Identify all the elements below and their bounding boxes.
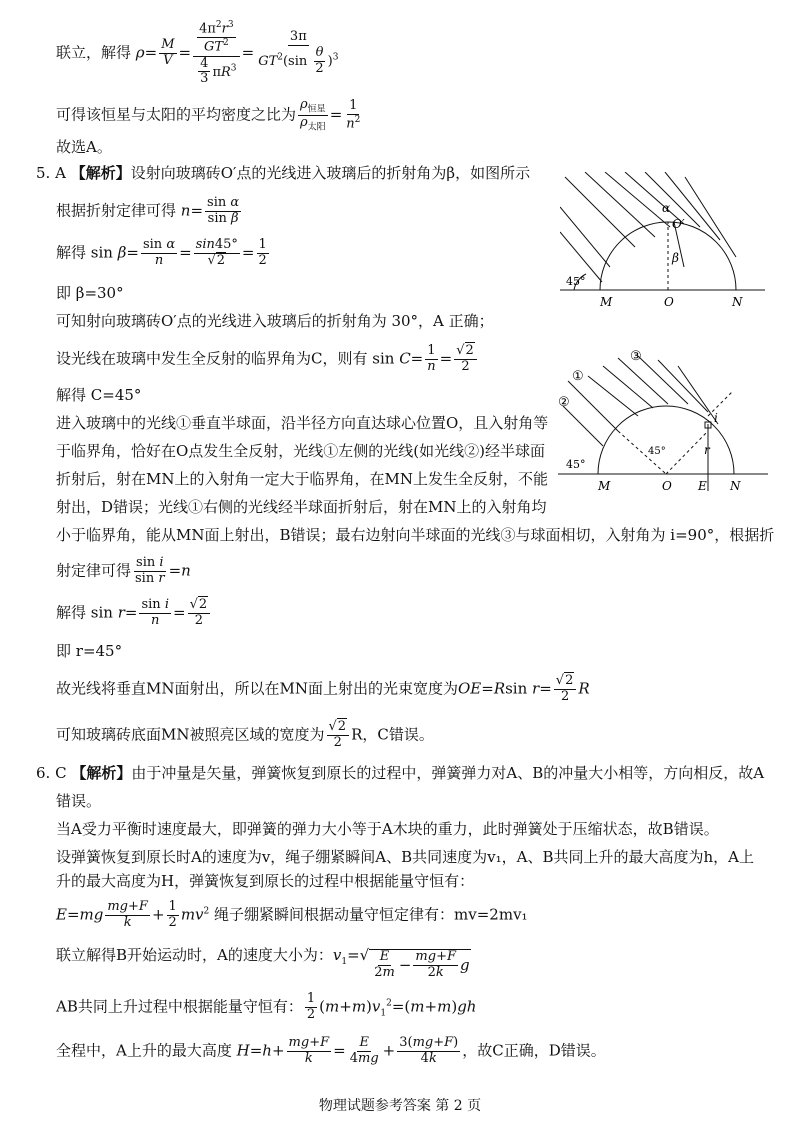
q5-para-3: 折射后，射在MN上的入射角一定大于临界角，在MN上发生全反射，不能 xyxy=(56,470,548,488)
r-label: r xyxy=(704,443,710,457)
q6-line-3: 当A受力平衡时速度最大，即弹簧的弹力大小等于A木块的重力，此时弹簧处于压缩状态，故B错误。 xyxy=(56,820,719,838)
q5-header: 5. A 【解析】设射向玻璃砖O′点的光线进入玻璃后的折射角为β，如图所示 xyxy=(36,164,531,182)
ray-2-label: ② xyxy=(558,395,570,410)
refraction-figure-1 xyxy=(560,172,790,312)
density-formula-line: 联立，解得 ρ= $\frac{M}{V}$ = $\frac{4\pi^2r^3}{GT^2}$ $\frac{4}{3}$ $\pi R^3$ = 3π $GT^2(\sin$ $\frac{\theta}{2}$ )$^3$ xyxy=(56,20,339,87)
point-n-label: N xyxy=(730,479,741,493)
q6-energy-eq: E=mg $\frac{mg+F}{k}$ + $\frac{1}{2}$ $mv^2$ 绳子绷紧瞬间根据动量守恒定律有：mv=2mv₁ xyxy=(56,899,528,930)
o-prime-label: O′ xyxy=(672,217,685,231)
page-footer: 物理试题参考答案 第 2 页 xyxy=(318,1098,482,1114)
q5-lit-width: 可知玻璃砖底面MN被照亮区域的宽度为 $\frac{√2}{2}$ R，C错误。 xyxy=(56,719,434,750)
incident-rays xyxy=(560,172,736,282)
q5-r-value: 即 r=45° xyxy=(56,642,123,660)
q5-snell: 根据折射定律可得 n= $\frac{\text{sin α}}{\text{sin β}}$ xyxy=(56,195,240,226)
refraction-figure-2 xyxy=(558,346,790,496)
q5-conclusion-a: 可知射向玻璃砖O′点的光线进入玻璃后的折射角为 30°，A 正确； xyxy=(56,312,494,330)
ray-1-label: ① xyxy=(572,369,584,384)
ray-3-label: ③ xyxy=(630,349,642,364)
inner-angle-label: 45° xyxy=(648,446,666,457)
point-e-label: E xyxy=(698,479,707,493)
point-o-label: O xyxy=(662,479,672,493)
alpha-label: α xyxy=(662,201,671,215)
q6-energy-ab: AB共同上升过程中根据能量守恒有： $\frac{1}{2}$ $(m+m)v_1^2=(m+m)gh$ xyxy=(56,991,477,1022)
q5-para-2: 于临界角，恰好在O点发生全反射，光线①左侧的光线(如光线②)经半球面 xyxy=(56,442,546,460)
q5-solve-r: 解得 sin r= $\frac{\text{sin i}}{n}$ = $\frac{√2}{2}$ xyxy=(56,598,212,629)
q6-max-height: 全程中，A上升的最大高度 H=h+ $\frac{mg+F}{k}$ = $\frac{E}{4mg}$ + $\frac{3(mg+F)}{4k}$ ，故C正确，D错误。 xyxy=(56,1035,606,1066)
q5-solve-beta: 解得 sin β= $\frac{\text{sin α}}{n}$ = $\frac{\sin 45^\circ}{√2}$ = $\frac{1}{2}$ xyxy=(56,237,267,268)
q5-beta-value: 即 β=30° xyxy=(56,284,124,302)
q6-line-2: 错误。 xyxy=(56,792,102,810)
point-n-label: N xyxy=(732,295,743,309)
q5-beam-width: 故光线将垂直MN面射出，所以在MN面上射出的光束宽度为OE=Rsin r= $\frac{√2}{2}$ R xyxy=(56,673,590,704)
q5-critical-angle: 设光线在玻璃中发生全反射的临界角为C，则有 sin C= $\frac{1}{n}$ = $\frac{√2}{2}$ xyxy=(56,344,479,375)
angle-45-label: 45° xyxy=(566,458,586,471)
point-m-label: M xyxy=(598,479,611,493)
q6-line-4: 设弹簧恢复到原长时A的速度为v，绳子绷紧瞬间A、B共同速度为v₁，A、B共同上升的最大高度为h，A上 xyxy=(56,848,755,866)
q5-snell-2: 射定律可得 $\frac{\text{sin i}}{\text{sin r}}$ =n xyxy=(56,555,191,586)
q5-para-4: 射出，D错误；光线①右侧的光线经半球面折射后，射在MN上的入射角均 xyxy=(56,498,547,516)
density-ratio-line: 可得该恒星与太阳的平均密度之比为 $\rho_{恒星}$ $\rho_{太阳}$ = $\frac{1}{n^2}$ xyxy=(56,97,361,133)
q6-header: 6. C 【解析】由于冲量是矢量，弹簧恢复到原长的过程中，弹簧弹力对A、B的冲量大小相等，方向相反，故A xyxy=(36,764,765,782)
i-label: i xyxy=(714,411,718,425)
incident-rays xyxy=(563,356,718,446)
answer-line: 故选A。 xyxy=(56,138,112,156)
q6-velocity: 联立解得B开始运动时，A的速度大小为：$v_1=√$ E 2m − mg+F 2k g xyxy=(56,946,470,980)
point-m-label: M xyxy=(600,295,613,309)
point-o-label: O xyxy=(664,295,674,309)
q5-c-value: 解得 C=45° xyxy=(56,386,142,404)
q5-para-1: 进入玻璃中的光线①垂直半球面，沿半径方向直达球心位置O，且入射角等 xyxy=(56,414,549,432)
angle-45-label: 45° xyxy=(566,275,586,288)
q6-line-5: 升的最大高度为H，弹簧恢复到原长的过程中根据能量守恒有： xyxy=(56,872,475,890)
beta-label: β xyxy=(672,251,679,265)
q5-para-5: 小于临界角，能从MN面上射出，B错误；最右边射向半球面的光线③与球面相切，入射角为 i=90°，根据折 xyxy=(56,526,775,544)
